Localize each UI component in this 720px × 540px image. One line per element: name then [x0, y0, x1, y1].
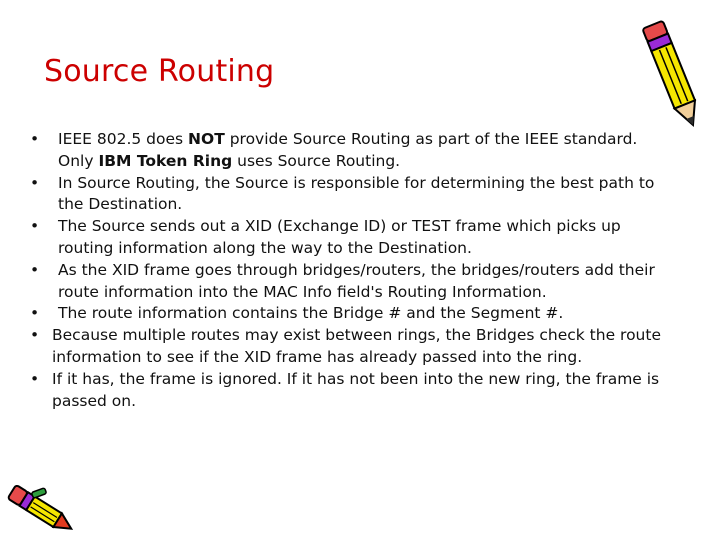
- pencil-icon: [640, 14, 710, 136]
- bullet-marker: •: [30, 326, 40, 345]
- bullet-item: • Because multiple routes may exist between rings, the Bridges check the route information to see if the XID frame has already passed into the ring.: [30, 326, 661, 366]
- emphasis-not: NOT: [188, 130, 225, 148]
- bullet-item: • The Source sends out a XID (Exchange ID) or TEST frame which picks up routing information along the way to the Destination.: [30, 217, 621, 257]
- bullet-list: [30, 129, 670, 412]
- bullet-marker: •: [30, 130, 40, 148]
- bullet-marker: •: [30, 304, 40, 323]
- bullet-item: • If it has, the frame is ignored. If it has not been into the new ring, the frame is passed on.: [30, 369, 660, 410]
- emphasis-ibm-token-ring: IBM Token Ring: [98, 151, 233, 170]
- bullet-marker: •: [30, 260, 40, 279]
- bullet-item: • IEEE 802.5 does NOT provide Source Routing as part of the IEEE standard. Only IBM Token Ring uses Source Routing.: [30, 130, 638, 170]
- bullet-item: • The route information contains the Bridge # and the Segment #.: [30, 303, 670, 325]
- bullet-item: • As the XID frame goes through bridges/routers, the bridges/routers add their route information into the MAC Info field's Routing Information.: [30, 260, 655, 301]
- bullet-marker: •: [30, 369, 40, 388]
- bullet-item: • In Source Routing, the Source is responsible for determining the best path to the Destination.: [30, 173, 655, 214]
- pencil-icon: [2, 482, 80, 540]
- bullet-marker: •: [30, 173, 40, 192]
- bullet-marker: •: [30, 217, 40, 236]
- slide-title: Source Routing: [44, 54, 275, 89]
